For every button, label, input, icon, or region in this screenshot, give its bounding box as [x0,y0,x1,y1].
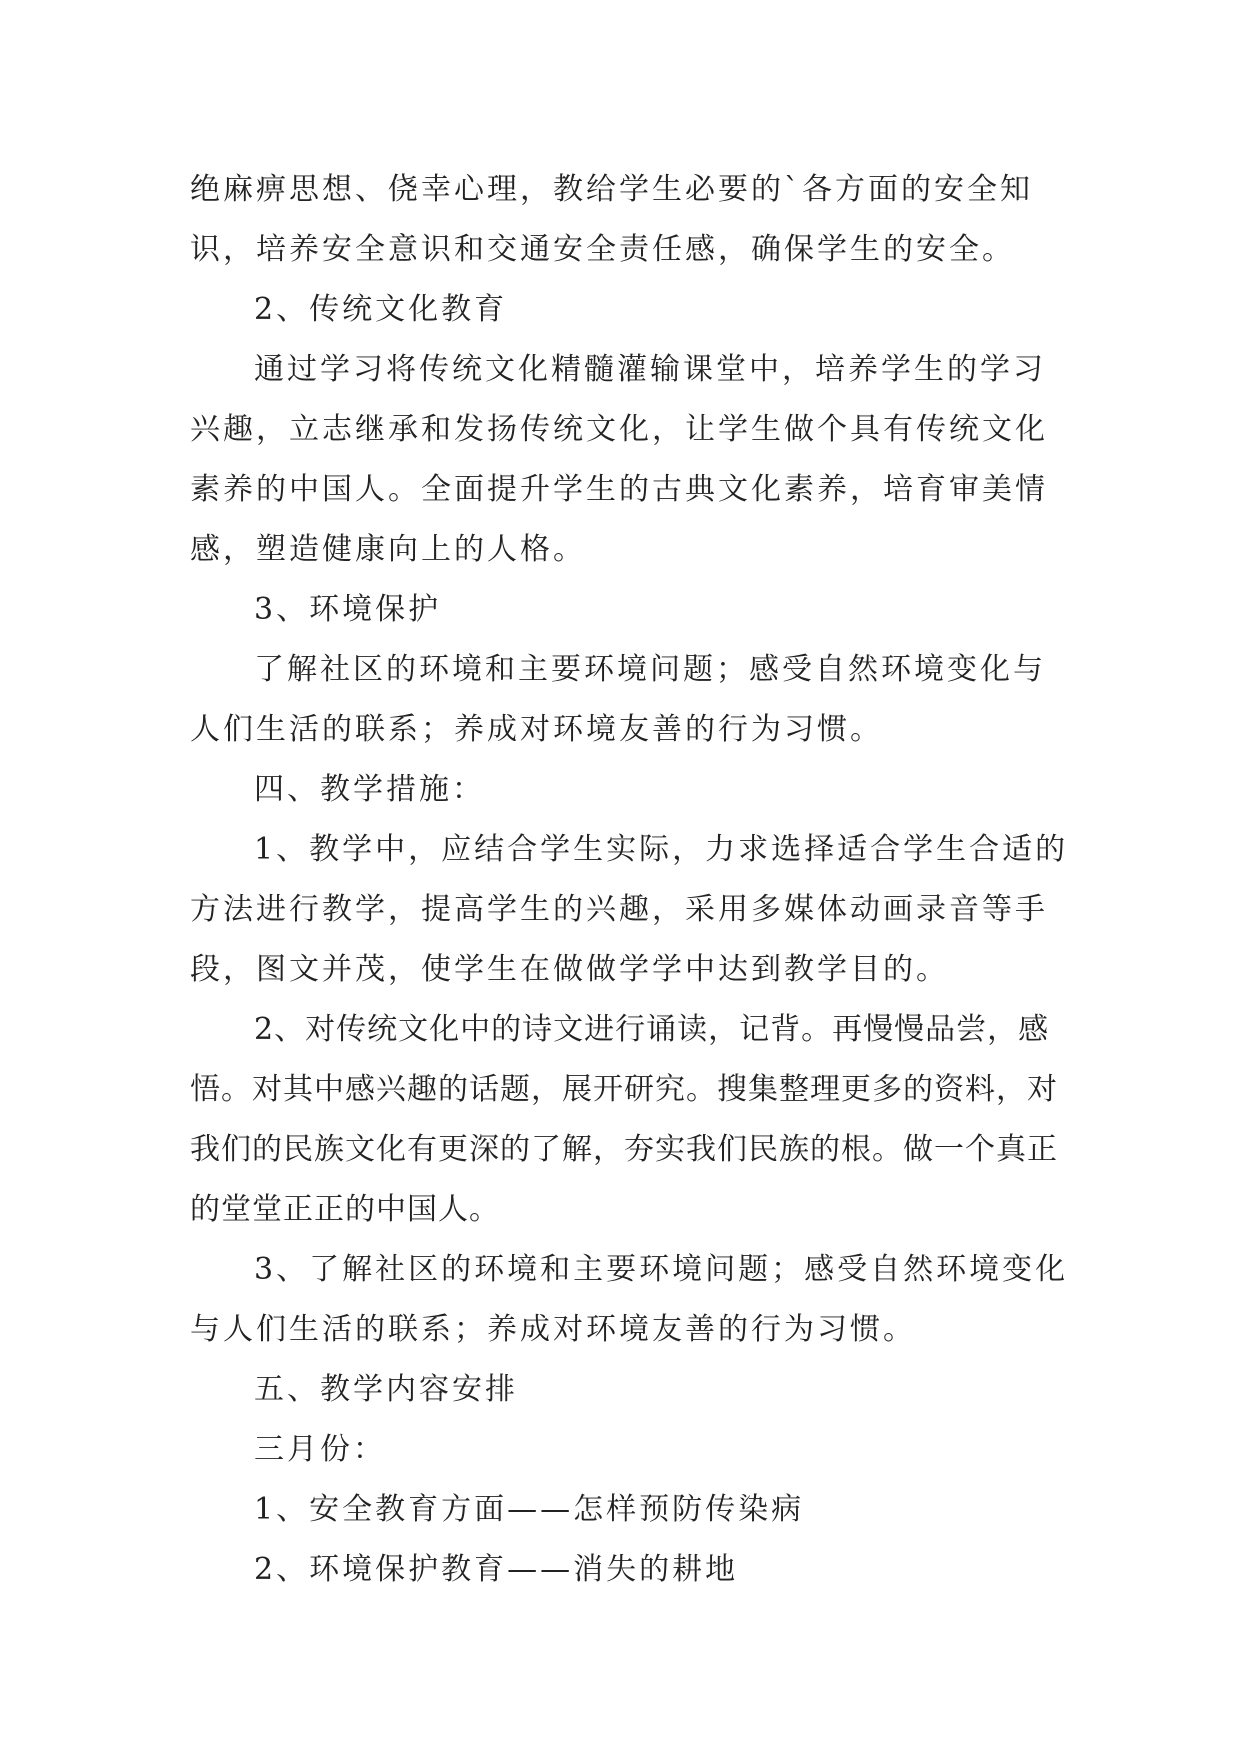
heading-traditional-culture: 2、传统文化教育 [254,292,508,327]
list-item-safety: 1、安全教育方面——怎样预防传染病 [254,1492,805,1527]
heading-march: 三月份： [254,1432,386,1467]
document-body [190,160,1070,1600]
paragraph-environment: 了解社区的环境和主要环境问题；感受自然环境变化与人们生活的联系；养成对环境友善的行为习惯。 [190,652,1046,747]
heading-teaching-measures: 四、教学措施： [254,772,485,807]
paragraph-measure-2: 2、对传统文化中的诗文进行诵读，记背。再慢慢品尝，感悟。对其中感兴趣的话题，展开研究。搜集整理更多的资料，对我们的民族文化有更深的了解，夯实我们民族的根。做一个真正的堂堂正正的中国人。 [190,1012,1058,1227]
paragraph-measure-1: 1、教学中，应结合学生实际，力求选择适合学生合适的方法进行教学，提高学生的兴趣，采用多媒体动画录音等手段，图文并茂，使学生在做做学学中达到教学目的。 [190,832,1069,987]
heading-content-arrangement: 五、教学内容安排 [254,1372,518,1407]
paragraph-traditional-culture: 通过学习将传统文化精髓灌输课堂中，培养学生的学习兴趣，立志继承和发扬传统文化，让学生做个具有传统文化素养的中国人。全面提升学生的古典文化素养，培育审美情感，塑造健康向上的人格。 [190,352,1048,567]
list-item-environment: 2、环境保护教育——消失的耕地 [254,1552,739,1587]
heading-environment: 3、环境保护 [254,592,442,627]
paragraph-safety-continuation: 绝麻痹思想、侥幸心理，教给学生必要的`各方面的安全知识，培养安全意识和交通安全责任感，确保学生的安全。 [190,172,1033,267]
paragraph-measure-3: 3、了解社区的环境和主要环境问题；感受自然环境变化与人们生活的联系；养成对环境友善的行为习惯。 [190,1252,1069,1347]
